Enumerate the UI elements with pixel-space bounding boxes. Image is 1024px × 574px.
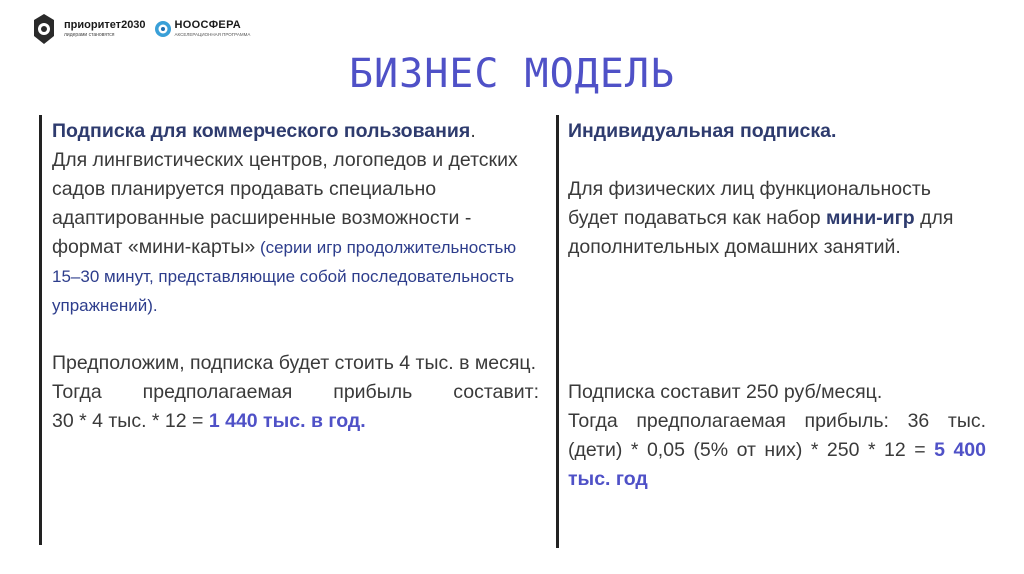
right-para1-suffix: для дополнительных домашних занятий.: [568, 207, 954, 258]
slide-title: БИЗНЕС МОДЕЛЬ: [348, 51, 676, 97]
right-calc-result: 5 400 тыс. год: [568, 439, 986, 490]
right-heading: Индивидуальная подписка.: [568, 120, 837, 142]
header-logos: [30, 12, 250, 46]
noosfera-logo: [154, 20, 251, 38]
right-para2: Подписка составит 250 руб/месяц.: [568, 381, 883, 403]
left-para1: Для лингвистических центров, логопедов и детских садов планируется продавать специально адаптированные расширенные возможности - формат «мини-карты»: [52, 149, 518, 258]
left-calc-prefix: 30 * 4 тыс. * 12 =: [52, 410, 209, 432]
left-heading-dot: .: [470, 120, 476, 142]
left-column: [52, 117, 539, 436]
left-calc: [52, 407, 539, 436]
left-description: [52, 146, 539, 320]
right-description: [568, 175, 986, 262]
left-heading: Подписка для коммерческого пользования: [52, 120, 471, 142]
logo2-subtext: АКСЕЛЕРАЦИОННАЯ ПРОГРАММА: [174, 32, 251, 38]
priority-2030-logo-icon: [30, 12, 58, 46]
left-divider: [39, 115, 42, 545]
right-column: [568, 117, 986, 494]
right-calc: [568, 407, 986, 494]
right-divider: [556, 115, 559, 548]
left-para2: Предположим, подписка будет стоить 4 тыс. в месяц.: [52, 352, 537, 374]
right-calc-text: Тогда предполагаемая прибыль: 36 тыс. (дети) * 0,05 (5% от них) * 250 * 12 =: [568, 410, 986, 461]
logo1-text: приоритет2030: [64, 19, 146, 31]
left-calc-result: 1 440 тыс. в год.: [208, 410, 366, 432]
logo1-subtext: лидерами становятся: [64, 32, 115, 38]
right-para1-prefix: Для физических лиц функциональность будет подаваться как набор: [568, 178, 931, 229]
logo2-text: НООСФЕРА: [174, 19, 241, 32]
right-para1-highlight: мини-игр: [826, 207, 915, 229]
noosfera-logo-icon: [154, 20, 172, 38]
priority-2030-wordmark: [64, 20, 146, 38]
left-para1-note: (серии игр продолжительностью 15–30 минут, представляющие собой последовательность упражнений).: [52, 238, 517, 315]
left-para3: Тогда предполагаемая прибыль составит:: [52, 381, 539, 403]
left-heading-block: [52, 117, 539, 146]
